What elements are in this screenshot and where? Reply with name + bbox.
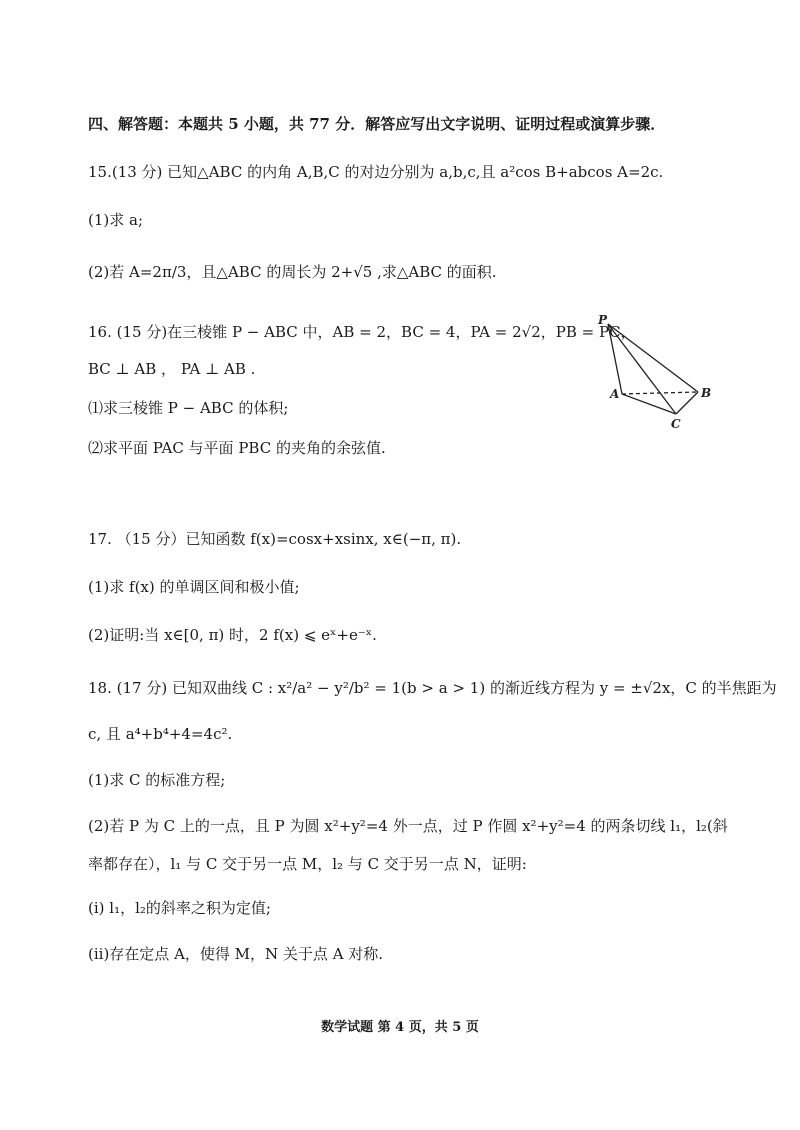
q18-sub-i: (i) l₁，l₂的斜率之积为定值; <box>88 899 271 917</box>
q18-sub-ii: (ii)存在定点 A，使得 M，N 关于点 A 对称. <box>88 945 384 963</box>
q16-conditions: BC ⊥ AB ， PA ⊥ AB . <box>88 360 256 378</box>
q17-part1: (1)求 f(x) 的单调区间和极小值; <box>88 578 300 596</box>
vertex-label-b: B <box>701 386 712 400</box>
q18-stem-cont: c, 且 a⁴+b⁴+4=4c². <box>88 725 233 743</box>
q18-part2-line1: (2)若 P 为 C 上的一点，且 P 为圆 x²+y²=4 外一点，过 P 作圆 x²+y²=4 的两条切线 l₁，l₂(斜 <box>88 817 728 835</box>
edge-pa <box>608 324 622 394</box>
q15-part1: (1)求 a; <box>88 211 144 229</box>
page-footer: 数学试题 第 4 页，共 5 页 <box>321 1020 479 1035</box>
vertex-label-p: P <box>598 313 608 327</box>
vertex-label-a: A <box>610 387 620 401</box>
q18-part2-line2: 率都存在），l₁ 与 C 交于另一点 M，l₂ 与 C 交于另一点 N，证明: <box>88 855 527 873</box>
q18-part1: (1)求 C 的标准方程; <box>88 771 226 789</box>
q17-part2: (2)证明:当 x∈[0, π) 时，2 f(x) ⩽ eˣ+e⁻ˣ. <box>88 626 377 644</box>
edge-cb <box>676 392 698 414</box>
section-header: 四、解答题：本题共 5 小题，共 77 分．解答应写出文字说明、证明过程或演算步骤． <box>88 115 666 133</box>
vertex-label-c: C <box>671 417 681 430</box>
q16-stem: 16. (15 分)在三棱锥 P − ABC 中，AB = 2，BC = 4，PA = 2√2，PB = PC， <box>88 323 636 341</box>
q18-stem: 18. (17 分) 已知双曲线 C : x²/a² − y²/b² = 1(b > a > 1) 的渐近线方程为 y = ±√2x，C 的半焦距为 <box>88 679 777 697</box>
pyramid-figure <box>596 312 720 430</box>
q16-part1: ⑴求三棱锥 P − ABC 的体积; <box>88 399 289 417</box>
q16-part2: ⑵求平面 PAC 与平面 PBC 的夹角的余弦值. <box>88 439 386 457</box>
q15-stem: 15.(13 分) 已知△ABC 的内角 A,B,C 的对边分别为 a,b,c,且 a²cos B+abcos A=2c. <box>88 163 664 181</box>
q17-stem: 17. （15 分）已知函数 f(x)=cosx+xsinx, x∈(−π, π). <box>88 530 462 548</box>
edge-pb <box>608 324 698 392</box>
q15-part2: (2)若 A=2π/3，且△ABC 的周长为 2+√5 ,求△ABC 的面积. <box>88 263 497 281</box>
